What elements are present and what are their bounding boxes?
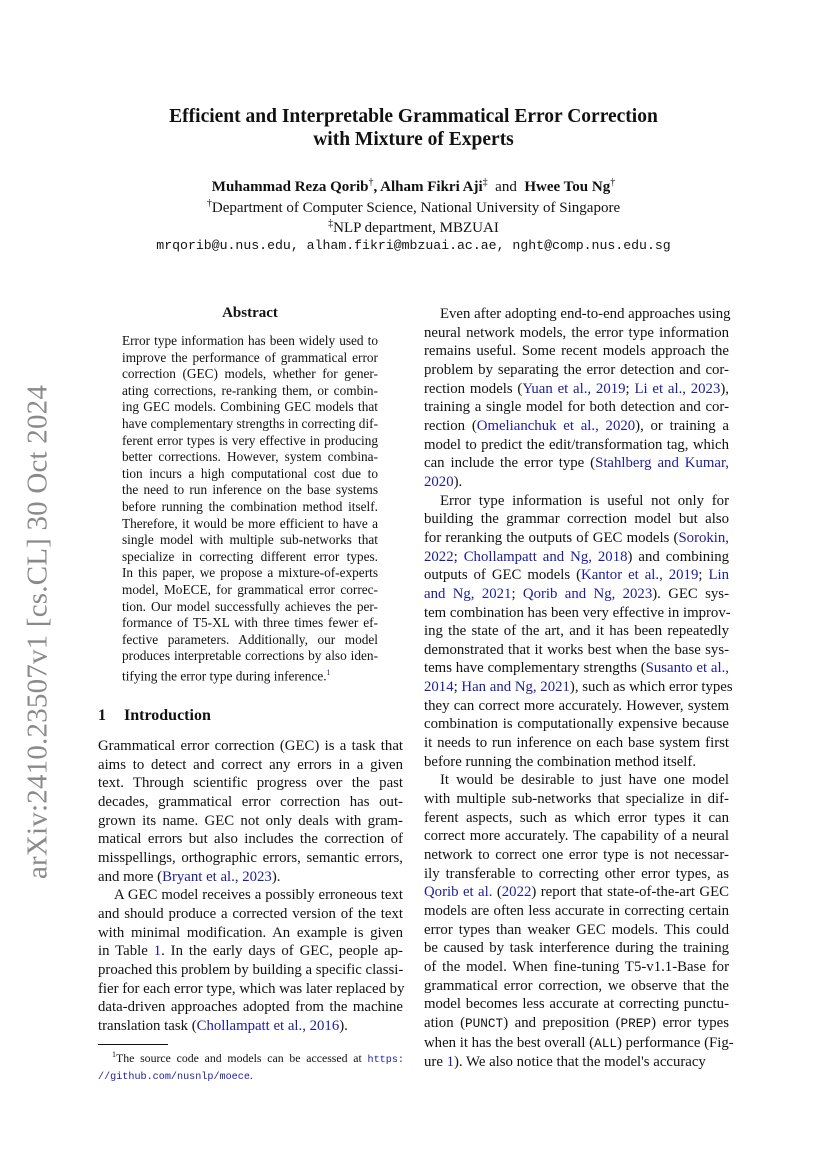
- text-line: [424, 529, 729, 548]
- text-run: It would be desirable to just have one model: [440, 772, 729, 789]
- text-run: and more (: [98, 868, 163, 885]
- text-line: [122, 433, 378, 450]
- paragraph: [424, 492, 733, 772]
- text-line: [98, 924, 403, 943]
- text-line: [424, 417, 729, 436]
- author-name: Muhammad Reza Qorib: [211, 179, 369, 195]
- title-line: with Mixture of Experts: [313, 129, 514, 150]
- paragraph: [98, 737, 403, 886]
- text-line: [424, 510, 729, 529]
- text-line: [424, 995, 729, 1014]
- author-conjunction: and: [495, 179, 517, 195]
- footnote-line: [98, 1047, 404, 1068]
- text-line: [122, 449, 378, 466]
- citation-link[interactable]: Han and Ng, 2021: [461, 679, 570, 696]
- text-line: [98, 1017, 403, 1036]
- text-run: ). GEC sys-: [652, 585, 729, 602]
- text-run: In this paper, we propose a mixture-of-experts: [122, 565, 378, 581]
- text-line: [424, 771, 729, 790]
- citation-link[interactable]: Qorib and Ng, 2023: [522, 585, 653, 602]
- text-line: [424, 473, 729, 492]
- arxiv-identifier-stamp: arXiv:2410.23507v1 [cs.CL] 30 Oct 2024: [21, 384, 54, 880]
- text-line: [424, 622, 729, 641]
- text-run: be caused by task interference during the training: [424, 940, 729, 957]
- text-line: [122, 516, 378, 533]
- text-run: ;: [511, 585, 523, 602]
- text-line: [122, 599, 378, 616]
- affiliation-mark: †: [206, 198, 212, 209]
- citation-link[interactable]: Susanto et al.,: [645, 660, 729, 677]
- text-run: correction (GEC) models, whether for gener-: [122, 366, 378, 382]
- text-run: tem combination has been very effective in improv-: [424, 604, 731, 621]
- text-run: rection models (: [424, 380, 523, 397]
- text-line: [424, 342, 729, 361]
- text-line: [98, 961, 403, 980]
- citation-link[interactable]: Chollampatt and Ng, 2018: [463, 548, 628, 565]
- text-line: [424, 566, 729, 585]
- text-run: it needs to run inference on each base system first: [424, 735, 729, 752]
- section-heading: [98, 707, 211, 725]
- footnote-line: [98, 1068, 404, 1085]
- text-line: [122, 416, 378, 433]
- text-run: Error type information is useful not only for: [440, 492, 729, 509]
- text-run: ing the state of the art, and it has been repeatedly: [424, 623, 729, 640]
- text-run: ). We also notice that the model's accuracy: [454, 1054, 706, 1071]
- text-run: ing GEC models. Combining GEC models that: [122, 399, 378, 415]
- text-line: [98, 774, 403, 793]
- text-run: tifying the error type during inference.: [122, 668, 327, 684]
- text-line: [98, 849, 403, 868]
- text-line: [424, 1034, 734, 1054]
- text-run: aims to detect and correct any errors in a given: [98, 756, 403, 773]
- citation-link[interactable]: Li et al., 2023: [634, 380, 721, 397]
- text-run: ure: [424, 1054, 447, 1071]
- text-run: ),: [720, 380, 729, 397]
- text-run: ily transferable to correcting other error types, as: [424, 865, 729, 882]
- text-run: with multiple sub-networks that specialize in dif-: [424, 791, 729, 808]
- author-name: Hwee Tou Ng: [524, 179, 611, 195]
- citation-link[interactable]: Sorokin,: [678, 529, 729, 546]
- text-line: [98, 886, 403, 905]
- text-line: [122, 366, 378, 383]
- text-line: [424, 678, 733, 697]
- text-run: ;: [625, 380, 635, 397]
- text-line: [424, 697, 729, 716]
- citation-link[interactable]: 1: [446, 1054, 454, 1071]
- text-run: . In the early days of GEC, people ap-: [161, 943, 403, 960]
- text-run: matical errors but also includes the correction of: [98, 831, 403, 848]
- text-run: the need to run inference on the base systems: [122, 482, 378, 498]
- text-line: [424, 1014, 729, 1034]
- text-run: tems have complementary strengths (: [424, 660, 646, 677]
- text-line: [122, 482, 378, 499]
- text-run: ating corrections, re-ranking them, or combin-: [122, 382, 378, 398]
- text-line: [424, 883, 729, 902]
- text-run: demonstrated that it works best when the base sys-: [424, 641, 729, 658]
- text-line: [424, 492, 729, 511]
- text-line: [424, 715, 729, 734]
- citation-link[interactable]: and Ng, 2021: [424, 585, 512, 602]
- footnote-mark: 1: [112, 1050, 116, 1059]
- citation-link[interactable]: 2014: [424, 679, 454, 696]
- text-run: produces interpretable corrections by also iden-: [122, 648, 378, 664]
- citation-link[interactable]: Yuan et al., 2019: [522, 380, 626, 397]
- text-line: [424, 809, 729, 828]
- text-run: they can correct more accurately. However, system: [424, 697, 729, 714]
- left-column-body: [98, 737, 403, 1036]
- text-line: [424, 939, 729, 958]
- text-line: [122, 350, 378, 367]
- text-run: ).: [271, 868, 281, 885]
- text-line: [98, 998, 403, 1017]
- text-line: [424, 361, 729, 380]
- text-run: improve the performance of grammatical error: [122, 349, 378, 365]
- text-line: [424, 827, 729, 846]
- text-run: rection (: [424, 417, 477, 434]
- citation-link[interactable]: Bryant et al., 2023: [162, 868, 272, 885]
- text-line: [424, 324, 729, 343]
- footnote-reference-link[interactable]: 1: [326, 667, 331, 677]
- text-line: [424, 865, 729, 884]
- text-run: ferent error types is very effective in producing: [122, 432, 378, 448]
- text-line: [424, 659, 729, 678]
- author-emails: mrqorib@u.nus.edu, alham.fikri@mbzuai.ac.ae, nght@comp.nus.edu.sg: [156, 238, 671, 253]
- text-run: model becomes less accurate at correcting punctu-: [424, 996, 729, 1013]
- text-run: tion incurs a high computational cost due to: [122, 465, 378, 481]
- text-run: building the grammar correction model but also: [424, 511, 729, 528]
- section-title: Introduction: [124, 707, 211, 724]
- text-run: .: [249, 1067, 253, 1082]
- citation-link[interactable]: 2020: [424, 473, 454, 490]
- citation-link[interactable]: Omelianchuk et al., 2020: [476, 417, 636, 434]
- text-run: training a single model for both detection and cor-: [424, 399, 729, 416]
- text-run: ferent aspects, such as which error types it can: [424, 809, 729, 826]
- text-line: [122, 532, 378, 549]
- affiliation-mark: †: [368, 177, 374, 188]
- text-run: A GEC model receives a possibly erroneous text: [114, 887, 403, 904]
- citation-link[interactable]: Kantor et al., 2019: [581, 567, 699, 584]
- citation-link[interactable]: Lin: [708, 567, 729, 584]
- abstract-heading: Abstract: [222, 305, 278, 321]
- text-line: [122, 582, 378, 599]
- text-line: [424, 977, 729, 996]
- text-line: [424, 604, 729, 623]
- text-line: [424, 398, 729, 417]
- text-line: [122, 648, 378, 665]
- text-run: error types than weaker GEC models. This could: [424, 921, 729, 938]
- text-line: [424, 641, 729, 660]
- text-run: better corrections. However, system combina-: [122, 449, 378, 465]
- text-line: [122, 383, 378, 400]
- text-run: of the model. When fine-tuning T5-v1.1-Base for: [424, 958, 729, 975]
- text-line: [424, 305, 729, 324]
- text-run: ;: [698, 567, 709, 584]
- abstract-body: [122, 333, 378, 685]
- text-line: [424, 585, 729, 604]
- text-run: misspellings, orthographic errors, semantic errors,: [98, 849, 403, 866]
- text-run: (: [492, 884, 502, 901]
- citation-link[interactable]: Qorib et al.: [424, 884, 493, 901]
- paragraph: [424, 771, 734, 1072]
- text-run: ;: [453, 679, 462, 696]
- text-run: and should produce a corrected version of the text: [98, 905, 403, 922]
- text-run: data-driven approaches adopted from the machine: [98, 999, 403, 1016]
- text-line: [122, 615, 378, 632]
- paper-title: [0, 105, 827, 151]
- text-run: when it has the best overall (: [424, 1034, 595, 1051]
- text-line: [122, 565, 378, 582]
- text-run: grown its name. GEC not only deals with gram-: [98, 812, 403, 829]
- text-run: ) performance (Fig-: [617, 1034, 734, 1051]
- text-run: have complementary strengths in correcting dif-: [122, 415, 378, 431]
- right-column-body: [424, 305, 734, 1072]
- text-run: in Table: [98, 943, 154, 960]
- text-run: ) report that state-of-the-art GEC: [531, 884, 729, 901]
- text-line: [424, 734, 729, 753]
- paragraph: [424, 305, 729, 492]
- text-run: model, MoECE, for grammatical error correc-: [122, 581, 378, 597]
- text-run: translation task (: [98, 1017, 197, 1034]
- text-run: for reranking the outputs of GEC models (: [424, 529, 679, 546]
- text-line: [98, 980, 403, 999]
- footnote: [98, 1047, 404, 1085]
- text-run: text. Through scientific progress over the past: [98, 775, 403, 792]
- text-run: outputs of GEC models (: [424, 567, 582, 584]
- text-run: ;: [453, 548, 464, 565]
- text-run: ), such as which error types: [569, 679, 733, 696]
- text-line: [98, 793, 403, 812]
- citation-link[interactable]: 1: [153, 943, 162, 960]
- text-run: The source code and models can be accessed at: [116, 1050, 368, 1065]
- text-line: [98, 756, 403, 775]
- text-line: [424, 753, 729, 772]
- text-line: [122, 499, 378, 516]
- text-run: before running the combination method itself.: [424, 753, 697, 770]
- text-line: [424, 902, 729, 921]
- text-run: correct more accurately. The capability of a neural: [424, 828, 729, 845]
- text-run: models are often less accurate in correcting certain: [424, 903, 729, 919]
- text-run: ) error types: [651, 1014, 729, 1031]
- text-run: with minimal modification. An example is given: [98, 924, 403, 941]
- text-run: problem by separating the error detection and cor-: [424, 361, 729, 378]
- text-line: [424, 454, 729, 473]
- title-line: Efficient and Interpretable Grammatical Error Correction: [169, 106, 658, 127]
- text-line: [98, 737, 403, 756]
- text-line: [424, 921, 729, 940]
- text-run: before running the combination method itself.: [122, 498, 378, 514]
- text-line: [424, 958, 729, 977]
- text-run: ), or training a: [635, 417, 729, 434]
- text-line: [122, 632, 378, 649]
- text-run: tion. Our model successfully achieves the per-: [122, 598, 378, 614]
- text-line: [122, 333, 378, 350]
- affiliation-mark: ‡: [328, 218, 334, 229]
- author-list: Muhammad Reza Qorib†, Alham Fikri Aji‡ and Hwee Tou Ng†: [211, 177, 616, 195]
- citation-link[interactable]: Chollampatt et al., 2016: [196, 1017, 340, 1034]
- text-line: [424, 846, 729, 865]
- text-line: [98, 830, 403, 849]
- text-run: Therefore, it would be more efficient to have a: [122, 515, 378, 531]
- text-run: proached this problem by building a specific classi-: [98, 961, 404, 978]
- text-run: fier for each error type, which was later replaced by: [98, 980, 405, 997]
- text-run: decades, grammatical error correction has out-: [98, 793, 403, 810]
- affiliation-mark: ‡: [482, 177, 488, 188]
- text-line: [424, 380, 729, 399]
- section-number: 1: [98, 707, 106, 724]
- text-run: ) and preposition (: [503, 1014, 621, 1031]
- code-term: ALL: [594, 1035, 618, 1051]
- affiliation-text: Department of Computer Science, National University of Singapore: [211, 200, 621, 216]
- text-run: single model with multiple sub-networks that: [122, 532, 378, 548]
- citation-link[interactable]: 2022: [424, 548, 454, 565]
- text-line: [424, 548, 729, 567]
- text-line: [122, 466, 378, 483]
- affiliation-mark: †: [610, 177, 616, 188]
- text-run: fective parameters. Additionally, our model: [122, 631, 378, 647]
- text-run: ation (: [424, 1014, 466, 1031]
- text-run: Grammatical error correction (GEC) is a task that: [98, 738, 403, 754]
- text-line: [122, 549, 378, 566]
- text-run: ).: [339, 1017, 348, 1034]
- text-line: [424, 1053, 729, 1072]
- paragraph: [98, 886, 403, 1035]
- text-run: model to predict the edit/transformation tag, which: [424, 436, 729, 453]
- code-term: PREP: [620, 1015, 652, 1031]
- text-run: network to correct one error type is not necessar-: [424, 847, 729, 864]
- affiliation: [0, 198, 827, 217]
- text-run: ).: [453, 473, 463, 490]
- citation-link[interactable]: Stahlberg and Kumar,: [595, 455, 730, 472]
- citation-link[interactable]: 2022: [501, 884, 532, 901]
- text-run: combination is computationally expensive because: [424, 716, 729, 733]
- affiliation: [0, 218, 827, 237]
- text-run: Error type information has been widely used to: [122, 333, 378, 348]
- affiliation-text: NLP department, MBZUAI: [333, 220, 499, 236]
- text-line: [98, 868, 403, 887]
- text-line: [122, 665, 378, 685]
- text-line: [98, 812, 403, 831]
- citation-link[interactable]: https:: [367, 1054, 404, 1066]
- text-run: remains useful. Some recent models approach the: [424, 343, 729, 360]
- text-line: [98, 942, 403, 961]
- code-term: PUNCT: [465, 1015, 504, 1031]
- text-run: specialize in correcting different error types.: [122, 548, 378, 564]
- text-run: neural network models, the error type information: [424, 324, 729, 341]
- footnote-rule: [98, 1044, 168, 1045]
- paragraph: [122, 333, 378, 685]
- text-line: [424, 436, 729, 455]
- text-run: grammatical error correction, we observe that the: [424, 977, 729, 994]
- text-run: ) and combining: [627, 548, 730, 565]
- text-line: [424, 790, 729, 809]
- text-run: formance of T5-XL with three times fewer ef-: [122, 615, 378, 631]
- text-line: [98, 905, 403, 924]
- author-name: Alham Fikri Aji: [380, 179, 483, 195]
- text-run: Even after adopting end-to-end approaches using: [440, 306, 731, 322]
- citation-link[interactable]: //github.com/nusnlp/moece: [98, 1071, 250, 1083]
- text-line: [122, 399, 378, 416]
- text-run: can include the error type (: [424, 455, 596, 472]
